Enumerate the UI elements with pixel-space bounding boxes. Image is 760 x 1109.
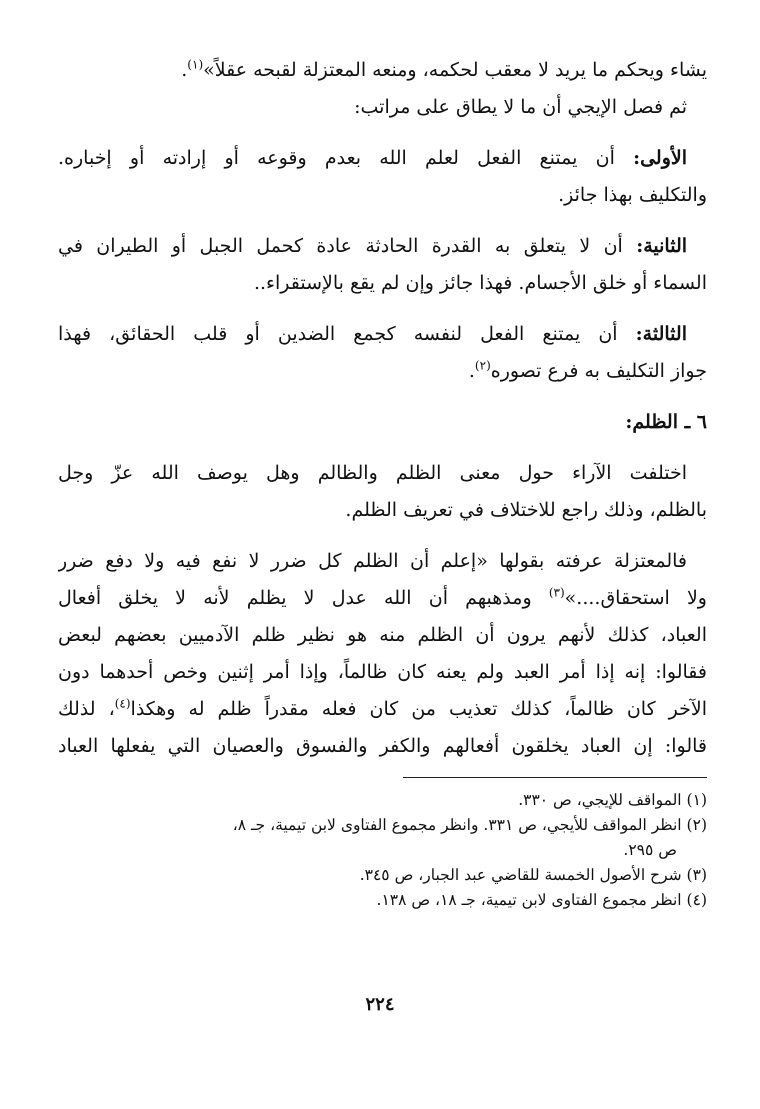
footnote: (٢) انظر المواقف للأيجي، ص ٣٣١. وانظر مجموع الفتاوى لابن تيمية، جـ ٨، [232,816,707,834]
footnote-ref[interactable]: (٣) [548,585,565,600]
text-line: الثالثة: أن يمتنع الفعل لنفسه كجمع الضدين أو قلب الحقائق، فهذا [58,323,687,345]
text-line: جواز التكليف به فرع تصوره$^{(٢)}$. [468,358,707,382]
text-line: والتكليف بهذا جائز. [558,184,707,206]
footnote-ref[interactable]: (١) [187,57,204,72]
text-line: بالظلم، وذلك راجع للاختلاف في تعريف الظلم. [345,499,707,521]
line-text: يشاء ويحكم ما يريد لا معقب لحكمه، ومنعه المعتزلة لقبحه عقلاً» [203,59,707,81]
level-label: الثانية: [636,235,688,257]
text-line: يشاء ويحكم ما يريد لا معقب لحكمه، ومنعه المعتزلة لقبحه عقلاً»$^{(١)}$. [181,57,707,81]
footnote: (١) المواقف للإيجي، ص ٣٣٠. [518,791,707,809]
level-label: الثالثة: [635,323,687,345]
text-line: اختلفت الآراء حول معنى الظلم والظالم وهل يوصف الله عزّ وجل [58,462,687,484]
footnote-continuation: ص ٢٩٥. [623,841,677,859]
footnote: (٣) شرح الأصول الخمسة للقاضي عبد الجبار، ص ٣٤٥. [359,866,707,884]
text-line: قالوا: إن العباد يخلقون أفعالهم والكفر والفسوق والعصيان التي يفعلها العباد [58,735,707,757]
text-line: الآخر كان ظالماً، كذلك تعذيب من كان فعله مقدراً ظلم له وهكذا$^{(٤)}$، لذلك [58,696,707,720]
footnote-ref[interactable]: (٢) [474,358,491,373]
main-text [58,52,707,765]
footnotes [58,788,707,913]
text-line: الأولى: أن يمتنع الفعل لعلم الله بعدم وقوعه أو إرادته أو إخباره. [58,147,687,169]
footnote-ref[interactable]: (٤) [114,696,131,711]
text-line: الثانية: أن لا يتعلق به القدرة الحادثة عادة كحمل الجبل أو الطيران في [58,235,688,257]
text-line: فالمعتزلة عرفته بقولها «إعلم أن الظلم كل ضرر لا نفع فيه ولا دفع ضرر [58,550,687,572]
footnote-separator [403,777,707,778]
page-number: ٢٢٤ [365,994,395,1015]
text-line: العباد، كذلك لأنهم يرون أن الظلم منه هو نظير ظلم الآدميين بعضهم لبعض [58,624,707,646]
text-line: فقالوا: إنه إذا أمر العبد ولم يعنه كان ظالماً، وإذا أمر إثنين وخص أحدهما دون [58,661,707,683]
text-line: السماء أو خلق الأجسام. فهذا جائز وإن لم يقع بالإستقراء.. [253,272,707,294]
level-label: الأولى: [633,147,687,169]
text-line: ثم فصل الإيجي أن ما لا يطاق على مراتب: [354,96,687,118]
section-heading: ٦ ـ الظلم: [625,411,707,433]
footnote: (٤) انظر مجموع الفتاوى لابن تيمية، جـ ١٨، ص ١٣٨. [376,891,707,909]
text-line: ولا استحقاق....»$^{(٣)}$ ومذهبهم أن الله عدل لا يظلم لأنه لا يخلق أفعال [58,585,707,609]
